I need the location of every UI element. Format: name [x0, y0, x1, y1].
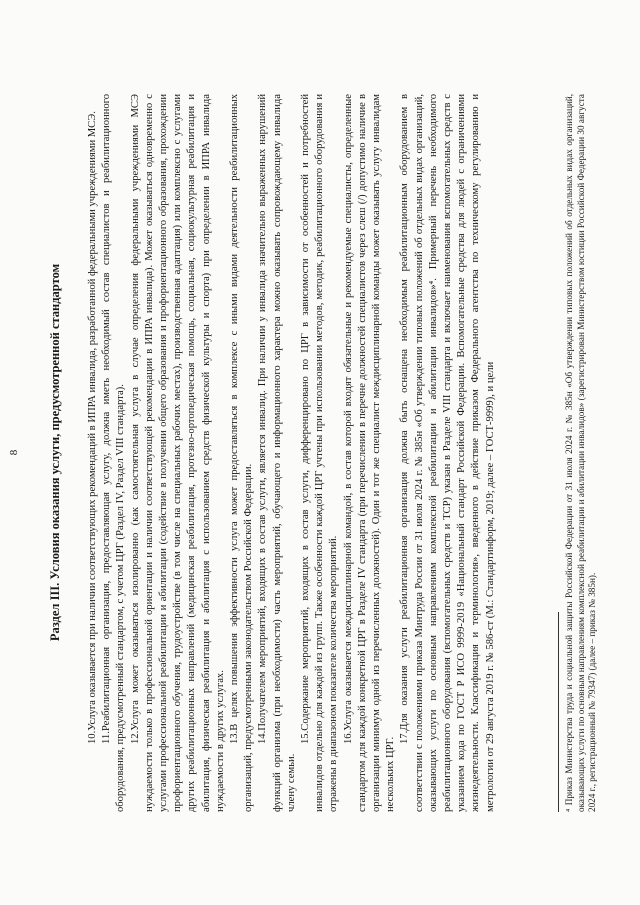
paragraph-text: Услуга оказывается междисциплинарной командой, в состав которой входят обязательные и рекомендуемые специалисты, определенные стандартом для каждой конкретной ЦРГ в Разделе IV стандарта (при перечислении в перечне должностей специалистов через слеш (/) допустимо наличие в организации минимум одной из перечисленных должностей). Один и тот же специалист междисциплинарной команды может оказывать услугу инвалидам нескольких ЦРГ.	[342, 94, 397, 812]
paragraph-number: 13.	[229, 730, 241, 744]
body-text	[86, 94, 498, 812]
paragraph-text: Содержание мероприятий, входящих в состав услуги, дифференцировано по ЦРГ в зависимости от особенностей и потребностей инвалидов отдельно для каждой из групп. Также особенности каждой ЦРГ учтены при использовании методов, методик, реабилитационного оборудования и отражены в диапазоном показателе количества мероприятий.	[300, 94, 340, 812]
paragraph-text: Получателем мероприятий, входящих в состав услуги, является инвалид. При наличии у инвалида значительно выраженных нарушений функций организма (при необходимости) часть мероприятий, обучающего и информационного характера можно оказывать сопровождающему инвалида члену семьи.	[257, 94, 297, 812]
paragraph	[256, 94, 299, 812]
paragraph-number: 17.	[399, 730, 411, 744]
paragraph-number: 15.	[300, 730, 312, 744]
paragraph-text: В целях повышения эффективности услуга может предоставляться в комплексе с иными видами деятельности реабилитационных организаций, предусмотренными законодательством Российской Федерации.	[229, 94, 255, 812]
page-number: 8	[8, 449, 20, 456]
paragraph	[100, 94, 128, 812]
paragraph	[129, 94, 228, 812]
paragraph-text: Для оказания услуги реабилитационная организация должна быть оснащена необходимым реабилитационным оборудованием в соответствии с положениями приказа Минтруда России от 31 июля 2024 г. № 385н «Об утверждении типовых положений об отдельных видах организаций, оказывающих услуги по основным направлениям комплексной реабилитации и абилитации инвалидов»⁴. Примерный перечень необходимого реабилитационного оборудования (вспомогательных средств и ТСР) указан в Разделе VIII стандарта и включает наименования вспомогательных средств с указанием кода по ГОСТ Р ИСО 9999-2019 «Национальный стандарт Российской Федерации. Вспомогательные средства для людей с ограничениями жизнедеятельности. Классификация и терминология», введенного в действие приказом Федерального агентства по техническому регулированию и метрологии от 29 августа 2019 г. № 586-ст (М.: Стандартинформ, 2019; далее – ГОСТ-9999), и цели	[399, 94, 496, 812]
paragraph	[228, 94, 256, 812]
paragraph-text: Реабилитационная организация, предоставляющая услугу, должна иметь необходимый состав специалистов и реабилитационного оборудования, предусмотренный стандартом, с учетом ЦРГ (Раздел IV, Раздел VIII стандарта).	[101, 94, 127, 812]
paragraph-number: 16.	[342, 730, 354, 744]
paragraph	[398, 94, 497, 812]
footnote: ⁴ Приказ Министерства труда и социальной защиты Российской Федерации от 31 июля 2024 г. № 385н «Об утверждении типовых положений об отдельных видах организаций, оказывающих услуги по основным направлениям комплексной реабилитации и абилитации инвалидов» (зарегистрирован Министерством юстиции Российской Федерации 30 августа 2024 г., регистрационный № 79347) (далее – приказ № 385н).	[564, 94, 598, 812]
paragraph-text: Услуга может оказываться изолированно (как самостоятельная услуга в случае определения федеральными учреждениями МСЭ нуждаемости только в профессиональной ориентации и наличии соответствующей рекомендации в ИПРА инвалида). Может оказываться одновременно с услугами профессиональной реабилитации и абилитации (содействие в получении общего образования и профориентационного образования, прохождении профориентационного обучения, трудоустройстве (в том числе на специальных рабочих местах), производственная адаптация) или комплексно с услугами других реабилитационных направлений (медицинская реабилитация, протезно-ортопедическая помощь, социальная, социокультурная реабилитация и абилитация, физическая реабилитация и абилитация с использованием средств физической культуры и спорта) при определении в ИПРА инвалида нуждаемости в других услугах.	[129, 94, 226, 812]
paragraph-number: 11.	[101, 731, 113, 744]
paragraph-number: 10.	[87, 730, 98, 744]
section-title: Раздел III. Условия оказания услуги, предусмотренной стандартом	[48, 263, 62, 642]
paragraph	[342, 94, 399, 812]
paragraph	[86, 94, 100, 812]
footnote-divider	[558, 612, 559, 812]
paragraph-number: 12.	[129, 730, 141, 744]
paragraph-number: 14.	[257, 730, 269, 744]
paragraph	[299, 94, 342, 812]
paragraph-text: Услуга оказывается при наличии соответствующих рекомендаций в ИПРА инвалида, разработанной федеральными учреждениями МСЭ.	[87, 111, 98, 731]
